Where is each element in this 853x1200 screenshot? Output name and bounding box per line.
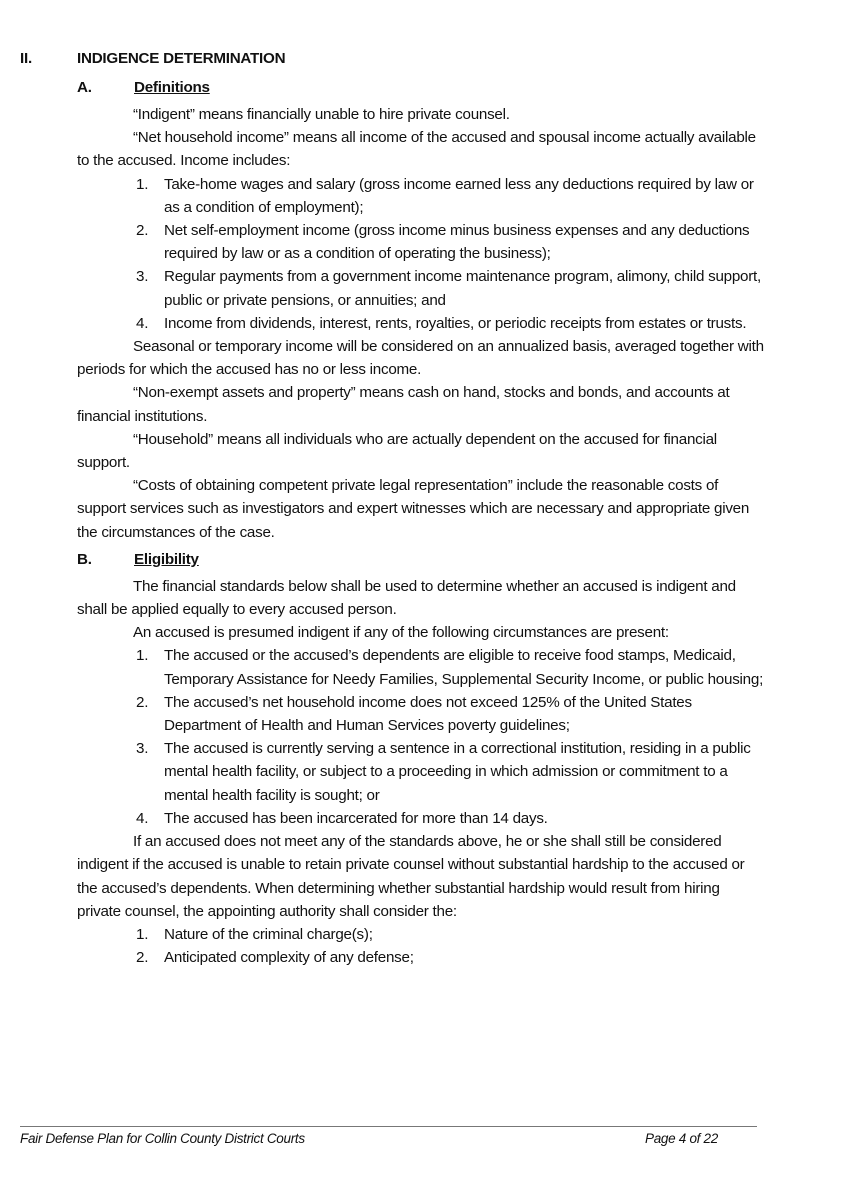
- presumed-indigent-list: [77, 644, 767, 830]
- list-item: [136, 312, 767, 335]
- list-text: The accused is currently serving a sentence in a correctional institution, residing in a public mental health facility, or subject to a proceeding in which admission or commitment to a mental health facility is sought; or: [164, 740, 751, 804]
- list-item: [136, 219, 767, 265]
- footer-document-title: Fair Defense Plan for Collin County District Courts: [20, 1131, 305, 1146]
- section-title: INDIGENCE DETERMINATION: [77, 50, 286, 67]
- definition-net-household-income: “Net household income” means all income of the accused and spousal income actually available to the accused. Income includes:: [77, 129, 756, 170]
- substantial-hardship-paragraph: If an accused does not meet any of the standards above, he or she shall still be considered indigent if the accused is unable to retain private counsel without substantial hardship to the accused or the accused’s dependents. When determining whether substantial hardship would result from hiring private counsel, the appointing authority shall consider the:: [77, 833, 745, 920]
- list-text: Nature of the criminal charge(s);: [164, 925, 373, 943]
- definition-non-exempt-assets: “Non-exempt assets and property” means cash on hand, stocks and bonds, and accounts at financial institutions.: [77, 384, 730, 425]
- list-number: 1.: [136, 175, 149, 193]
- list-number: 1.: [136, 925, 149, 943]
- list-item: [136, 737, 767, 807]
- list-number: 2.: [136, 949, 149, 967]
- seasonal-income-paragraph: Seasonal or temporary income will be considered on an annualized basis, averaged together with periods for which the accused has no or less income.: [77, 338, 764, 379]
- footer-page-number: Page 4 of 22: [645, 1131, 718, 1146]
- subsection-b-letter: B.: [77, 550, 92, 568]
- list-item: [136, 691, 767, 737]
- list-number: 3.: [136, 268, 149, 286]
- list-number: 4.: [136, 314, 149, 332]
- list-text: The accused’s net household income does not exceed 125% of the United States Department of Health and Human Services poverty guidelines;: [164, 693, 692, 735]
- subsection-a-letter: A.: [77, 79, 92, 96]
- list-text: Anticipated complexity of any defense;: [164, 949, 414, 967]
- list-text: The accused or the accused’s dependents are eligible to receive food stamps, Medicaid, Temporary Assistance for Needy Families, Supplemental Security Income, or public housing;: [164, 647, 764, 688]
- list-item: [136, 923, 767, 946]
- list-text: Income from dividends, interest, rents, royalties, or periodic receipts from estates or trusts.: [164, 314, 747, 332]
- list-number: 1.: [136, 647, 149, 665]
- subsection-b-heading: [77, 548, 767, 571]
- financial-standards-paragraph: The financial standards below shall be used to determine whether an accused is indigent and shall be applied equally to every accused person.: [77, 577, 736, 619]
- definition-household: “Household” means all individuals who are actually dependent on the accused for financial support.: [77, 430, 717, 472]
- list-text: Take-home wages and salary (gross income earned less any deductions required by law or as a condition of employment);: [164, 175, 754, 216]
- section-heading: [20, 47, 767, 70]
- income-list: [77, 173, 767, 335]
- list-number: 2.: [136, 222, 149, 240]
- list-text: The accused has been incarcerated for more than 14 days.: [164, 809, 548, 827]
- hardship-factors-list: [77, 923, 767, 969]
- presumed-indigent-paragraph: An accused is presumed indigent if any of the following circumstances are present:: [133, 624, 669, 642]
- list-item: [136, 946, 767, 969]
- list-number: 3.: [136, 740, 149, 758]
- list-text: Net self-employment income (gross income minus business expenses and any deductions required by law or as a condition of operating the business);: [164, 222, 750, 263]
- footer-divider: [20, 1126, 757, 1127]
- subsection-a-heading: [77, 76, 767, 99]
- definition-indigent: “Indigent” means financially unable to hire private counsel.: [133, 106, 510, 123]
- subsection-a-title: Definitions: [134, 79, 210, 96]
- subsection-b-title: Eligibility: [134, 550, 199, 568]
- list-number: 4.: [136, 809, 149, 827]
- definition-legal-costs: “Costs of obtaining competent private legal representation” include the reasonable costs of support services such as investigators and expert witnesses which are necessary and appropriate given the circumstances of the case.: [77, 477, 750, 541]
- list-item: [136, 173, 767, 219]
- page-body: [20, 47, 767, 969]
- list-number: 2.: [136, 693, 149, 711]
- list-item: [136, 265, 767, 311]
- list-text: Regular payments from a government income maintenance program, alimony, child support, public or private pensions, or annuities; and: [164, 268, 761, 309]
- list-item: [136, 807, 767, 830]
- section-number: II.: [20, 50, 32, 67]
- list-item: [136, 644, 767, 690]
